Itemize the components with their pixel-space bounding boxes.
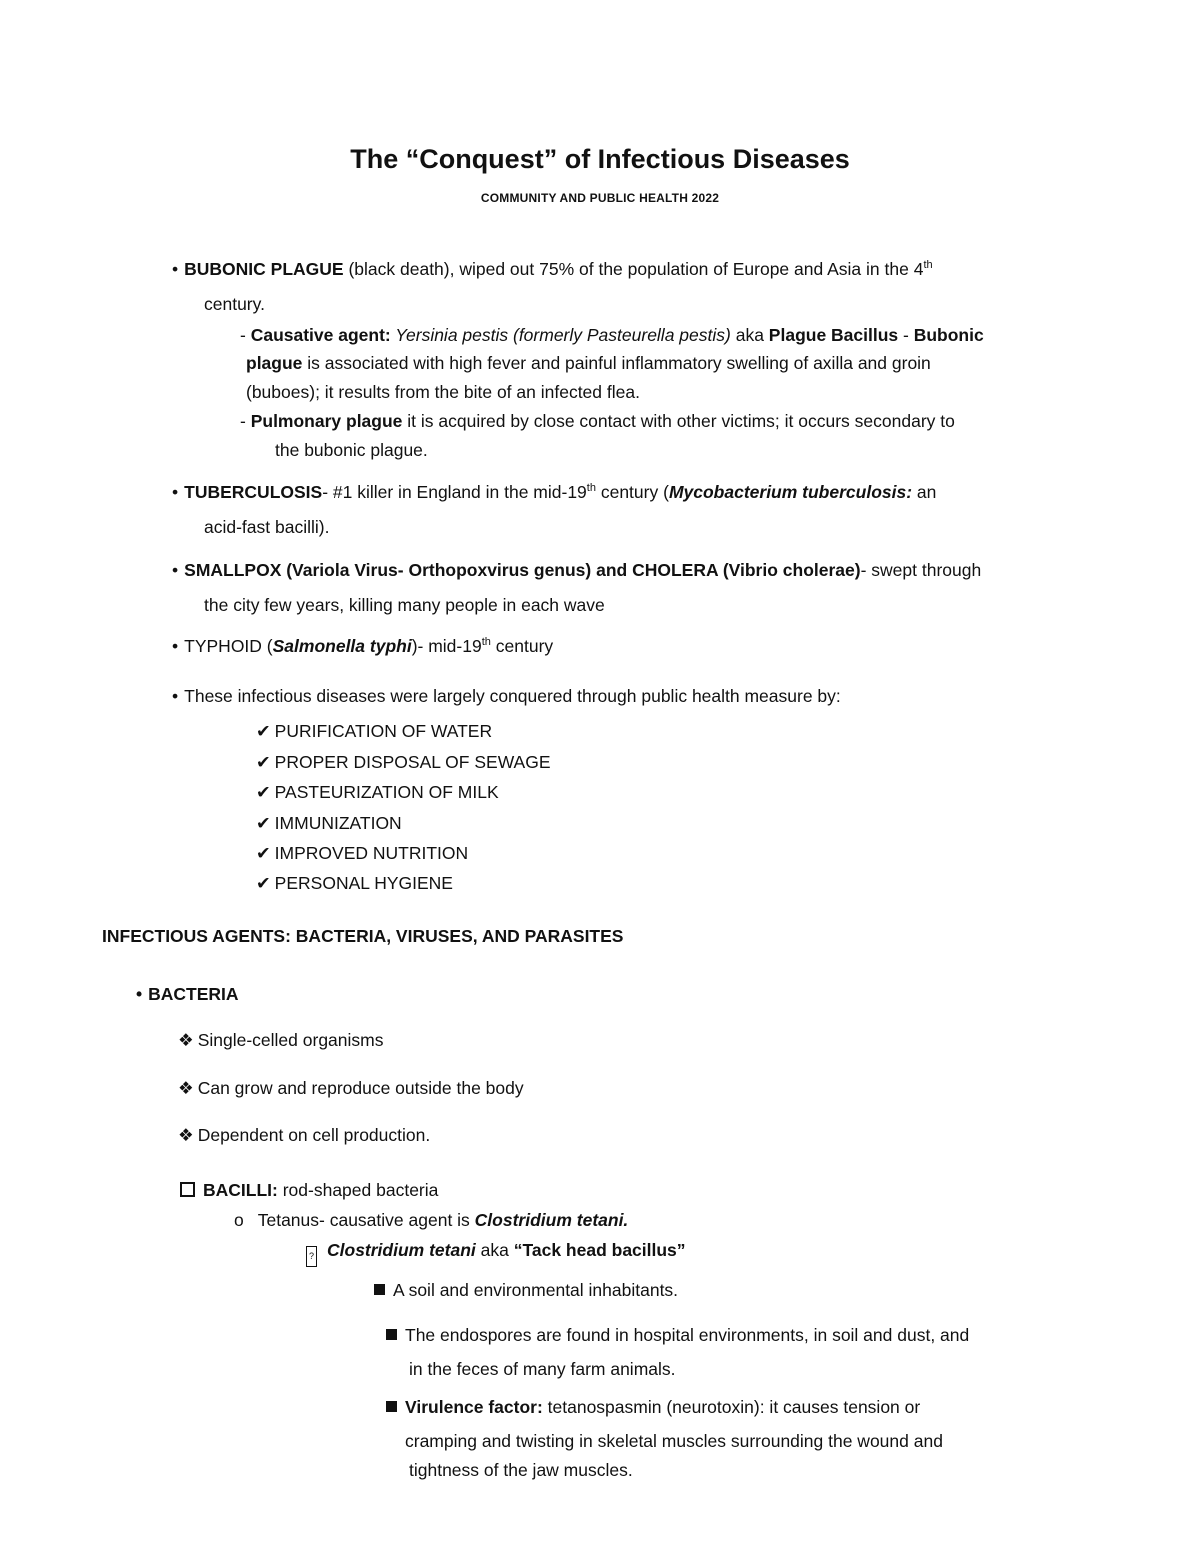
bullet-icon: • [172,560,179,580]
page-subtitle: COMMUNITY AND PUBLIC HEALTH 2022 [480,191,720,205]
diamond-icon: ❖ [178,1125,194,1145]
endospores-item: The endospores are found in hospital environments, in soil and dust, and [386,1325,969,1346]
list-item-text: acid-fast bacilli). [204,517,330,537]
bullet-icon: • [172,482,179,502]
bacilli-item: BACILLI: rod-shaped bacteria [180,1180,438,1201]
square-bullet-icon [386,1401,397,1412]
check-icon: ✔ [256,873,271,893]
missing-glyph-icon: ? [306,1246,317,1267]
diamond-icon: ❖ [178,1078,194,1098]
measure-item: ✔ PASTEURIZATION OF MILK [256,782,499,802]
bacteria-heading: • BACTERIA [136,984,239,1004]
list-item-text: the city few years, killing many people in each wave [204,595,605,615]
list-item-typhoid: • TYPHOID (Salmonella typhi)- mid-19th century [172,636,554,656]
list-item-tuberculosis: • TUBERCULOSIS- #1 killer in England in the mid-19th century (Mycobacterium tuberculosis: an [172,482,937,502]
measure-item: ✔ IMPROVED NUTRITION [256,843,469,863]
square-outline-icon [180,1182,195,1197]
plague-description: plague is associated with high fever and painful inflammatory swelling of axilla and groin [246,353,931,373]
measure-item: ✔ PERSONAL HYGIENE [256,873,453,893]
bullet-icon: • [136,984,143,1004]
bullet-icon: • [172,636,179,656]
list-item-bubonic-plague: • BUBONIC PLAGUE (black death), wiped out 75% of the population of Europe and Asia in the 4th [172,259,933,279]
square-bullet-icon [374,1284,385,1295]
soil-item: A soil and environmental inhabitants. [374,1280,678,1301]
section-heading: INFECTIOUS AGENTS: BACTERIA, VIRUSES, AND PARASITES [102,926,624,946]
check-icon: ✔ [256,843,271,863]
check-icon: ✔ [256,782,271,802]
causative-agent-line: - Causative agent: Yersinia pestis (formerly Pasteurella pestis) aka Plague Bacillus - Bubonic [240,325,984,345]
measure-item: ✔ PROPER DISPOSAL OF SEWAGE [256,752,551,772]
buboes-line: (buboes); it results from the bite of an infected flea. [246,382,640,402]
bacteria-point: ❖ Single-celled organisms [178,1030,384,1050]
check-icon: ✔ [256,813,271,833]
diamond-icon: ❖ [178,1030,194,1050]
measure-item: ✔ IMMUNIZATION [256,813,402,833]
virulence-continued: tightness of the jaw muscles. [409,1460,633,1480]
pulmonary-plague-line: - Pulmonary plague it is acquired by close contact with other victims; it occurs secondary to [240,411,955,431]
bullet-icon: • [172,686,179,706]
pulmonary-plague-end: the bubonic plague. [275,440,428,460]
check-icon: ✔ [256,752,271,772]
tack-head-item: ? Clostridium tetani aka “Tack head bacillus” [306,1240,686,1267]
tetanus-item: o Tetanus- causative agent is Clostridium tetani. [234,1210,629,1230]
bacteria-point: ❖ Can grow and reproduce outside the body [178,1078,524,1098]
bullet-icon: • [172,259,179,279]
list-item-text: century. [204,294,265,314]
page-title: The “Conquest” of Infectious Diseases [350,144,850,174]
circle-bullet-icon: o [234,1210,244,1230]
check-icon: ✔ [256,721,271,741]
square-bullet-icon [386,1329,397,1340]
virulence-item: Virulence factor: tetanospasmin (neurotoxin): it causes tension or [386,1397,920,1418]
virulence-continued: cramping and twisting in skeletal muscles surrounding the wound and [405,1431,943,1451]
list-item-conquered: • These infectious diseases were largely conquered through public health measure by: [172,686,841,706]
endospores-continued: in the feces of many farm animals. [409,1359,676,1379]
measure-item: ✔ PURIFICATION OF WATER [256,721,493,741]
bacteria-point: ❖ Dependent on cell production. [178,1125,431,1145]
list-item-smallpox: • SMALLPOX (Variola Virus- Orthopoxvirus genus) and CHOLERA (Vibrio cholerae)- swept through [172,560,982,580]
